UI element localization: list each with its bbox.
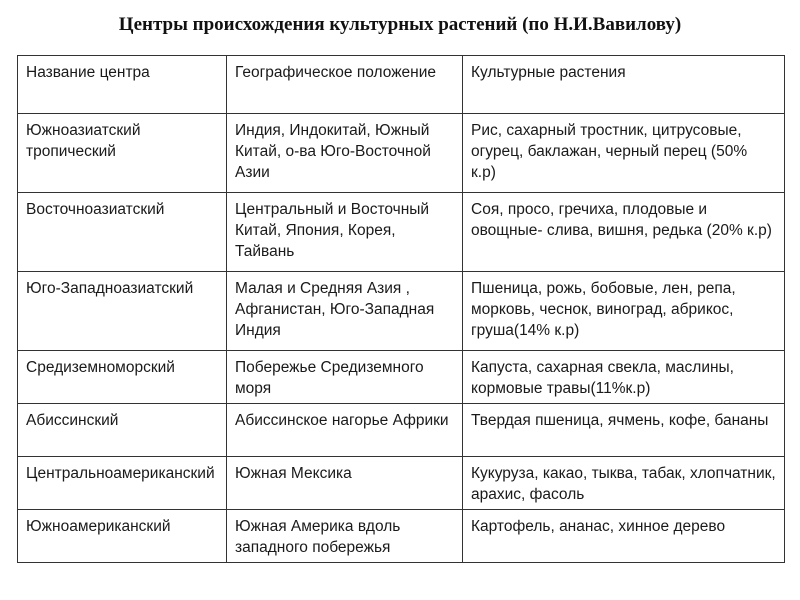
plants-cell: Рис, сахарный тростник, цитрусовые, огурец, баклажан, черный перец (50% к.р)	[463, 114, 785, 193]
location-cell: Абиссинское нагорье Африки	[227, 404, 463, 457]
location-cell: Малая и Средняя Азия , Афганистан, Юго-Западная Индия	[227, 272, 463, 351]
plants-cell: Пшеница, рожь, бобовые, лен, репа, морковь, чеснок, виноград, абрикос, груша(14% к.р)	[463, 272, 785, 351]
table-row	[18, 351, 785, 404]
table-row	[18, 457, 785, 510]
location-cell: Южная Америка вдоль западного побережья	[227, 510, 463, 563]
table-row	[18, 510, 785, 563]
table-header-row	[18, 56, 785, 114]
location-cell: Побережье Средиземного моря	[227, 351, 463, 404]
plants-cell: Твердая пшеница, ячмень, кофе, бананы	[463, 404, 785, 457]
center-name-cell: Юго-Западноазиатский	[18, 272, 227, 351]
center-name-cell: Восточноазиатский	[18, 193, 227, 272]
center-name-cell: Южноазиатский тропический	[18, 114, 227, 193]
center-name-cell: Абиссинский	[18, 404, 227, 457]
table-row	[18, 404, 785, 457]
table-row	[18, 272, 785, 351]
plants-cell: Соя, просо, гречиха, плодовые и овощные- слива, вишня, редька (20% к.р)	[463, 193, 785, 272]
table-row	[18, 193, 785, 272]
plants-cell: Кукуруза, какао, тыква, табак, хлопчатник, арахис, фасоль	[463, 457, 785, 510]
location-cell: Индия, Индокитай, Южный Китай, о-ва Юго-Восточной Азии	[227, 114, 463, 193]
header-cell-plants: Культурные растения	[463, 56, 785, 114]
center-name-cell: Средиземноморский	[18, 351, 227, 404]
center-name-cell: Центральноамериканский	[18, 457, 227, 510]
centers-table	[17, 55, 785, 563]
center-name-cell: Южноамериканский	[18, 510, 227, 563]
table-row	[18, 114, 785, 193]
plants-cell: Капуста, сахарная свекла, маслины, кормовые травы(11%к.р)	[463, 351, 785, 404]
page-title: Центры происхождения культурных растений (по Н.И.Вавилову)	[118, 14, 682, 35]
location-cell: Центральный и Восточный Китай, Япония, Корея, Тайвань	[227, 193, 463, 272]
plants-cell: Картофель, ананас, хинное дерево	[463, 510, 785, 563]
location-cell: Южная Мексика	[227, 457, 463, 510]
header-cell-location: Географическое положение	[227, 56, 463, 114]
header-cell-center-name: Название центра	[18, 56, 227, 114]
